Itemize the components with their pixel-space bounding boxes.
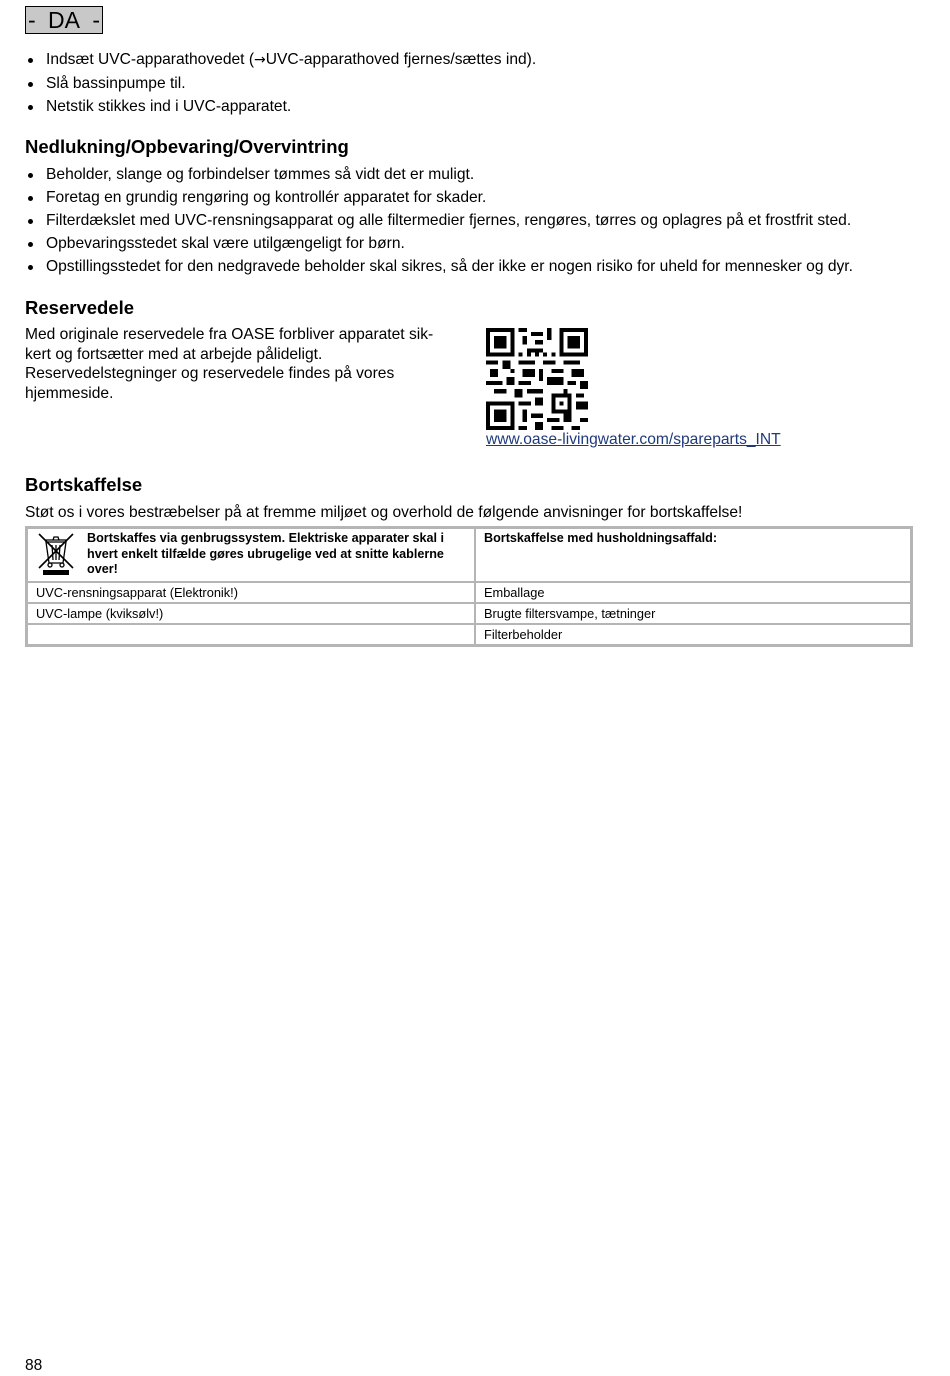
crossed-out-wheelie-bin-icon	[36, 531, 76, 575]
disposal-table	[25, 526, 913, 647]
language-tag-dash-left: -	[28, 7, 36, 33]
language-code: DA	[48, 7, 80, 33]
setup-steps-list	[25, 48, 920, 118]
shutdown-list	[25, 163, 920, 278]
arrow-right-icon: →	[254, 52, 266, 68]
list-item: Filterdækslet med UVC-rensningsapparat og alle filtermedier fjernes, rengøres, tørres og oplagres på et frostfrit sted.	[25, 209, 920, 232]
table-cell: UVC-lampe (kviksølv!)	[27, 603, 475, 624]
disposal-household-text: Bortskaffelse med husholdningsaffald:	[484, 531, 718, 545]
list-item: Beholder, slange og forbindelser tømmes så vidt det er muligt.	[25, 163, 920, 186]
disposal-intro: Støt os i vores bestræbelser på at fremme miljøet og overhold de følgende anvisninger for bortskaffelse!	[25, 504, 743, 521]
table-cell: Brugte filtersvampe, tætninger	[475, 603, 911, 624]
section-title-shutdown: Nedlukning/Opbevaring/Overvintring	[25, 136, 349, 157]
list-item: Slå bassinpumpe til.	[25, 72, 920, 95]
list-item: Opbevaringsstedet skal være utilgængeligt for børn.	[25, 232, 920, 255]
table-cell	[27, 624, 475, 645]
disposal-household-header-cell	[475, 528, 911, 582]
page-number: 88	[25, 1357, 43, 1374]
list-item: Netstik stikkes ind i UVC-apparatet.	[25, 95, 920, 118]
table-row	[27, 603, 911, 624]
disposal-recycling-text: Bortskaffes via genbrugssystem. Elektriske apparater skal i hvert enkelt tilfælde gøres ubrugelige ved at snitte kablerne over!	[87, 531, 444, 576]
list-item: Indsæt UVC-apparathovedet (→UVC-apparathoved fjernes/sættes ind).	[25, 48, 920, 72]
table-cell: Filterbeholder	[475, 624, 911, 645]
list-item: Foretag en grundig rengøring og kontrollér apparatet for skader.	[25, 186, 920, 209]
spare-parts-text: Med originale reservedele fra OASE forbliver apparatet sik- kert og fortsætter med at arbejde pålideligt. Reservedelstegninger og reservedele findes på vores hjemmeside.	[25, 326, 434, 402]
table-cell: Emballage	[475, 582, 911, 603]
language-tag	[25, 6, 103, 34]
table-row	[27, 624, 911, 645]
spare-parts-link[interactable]: www.oase-livingwater.com/spareparts_INT	[486, 431, 781, 448]
section-title-disposal: Bortskaffelse	[25, 474, 143, 495]
table-row	[27, 582, 911, 603]
list-item: Opstillingsstedet for den nedgravede beholder skal sikres, så der ikke er nogen risiko for uheld for mennesker og dyr.	[25, 255, 920, 278]
disposal-recycling-header-cell	[27, 528, 475, 582]
qr-code-icon	[486, 328, 588, 430]
table-cell: UVC-rensningsapparat (Elektronik!)	[27, 582, 475, 603]
language-tag-dash-right: -	[92, 7, 100, 33]
section-title-spare-parts: Reservedele	[25, 297, 135, 318]
table-row	[27, 528, 911, 582]
